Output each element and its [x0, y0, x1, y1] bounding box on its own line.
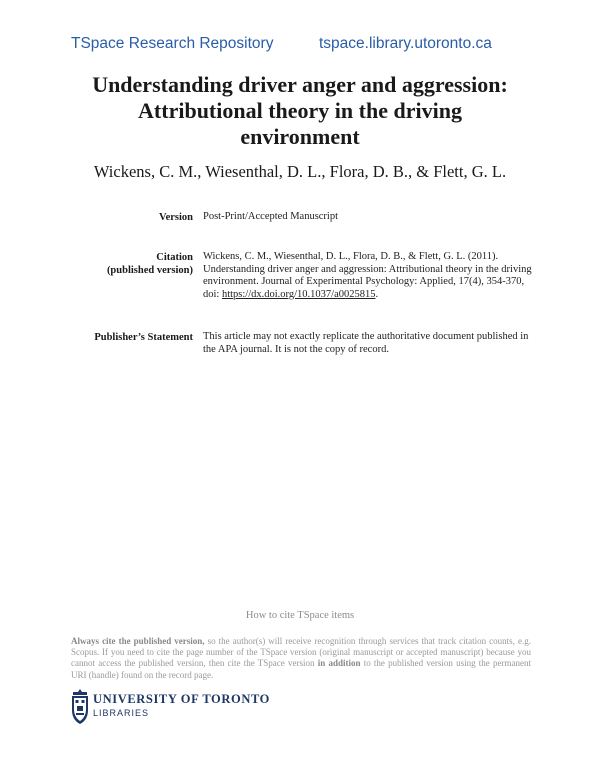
university-name: UNIVERSITY OF TORONTO [93, 692, 270, 706]
title-line: environment [240, 124, 360, 149]
publisher-statement-value: This article may not exactly replicate the authoritative document published in the APA journal. It is not the copy of record. [203, 331, 529, 355]
version-value: Post-Print/Accepted Manuscript [203, 211, 339, 222]
how-to-cite-text [71, 636, 531, 681]
libraries-subtitle: LIBRARIES [93, 708, 150, 718]
citation-label [107, 251, 193, 277]
doi-link[interactable]: https://dx.doi.org/10.1037/a0025815 [221, 288, 376, 300]
publisher-statement-label-text: Publisher’s Statement [94, 332, 193, 343]
citation-label-line: Citation [156, 252, 193, 263]
authors: Wickens, C. M., Wiesenthal, D. L., Flora, D. B., & Flett, G. L. [93, 162, 507, 181]
publisher-statement-label [94, 331, 193, 344]
version-label [159, 211, 193, 224]
title-line: Attributional theory in the driving [138, 98, 462, 123]
repository-url-link[interactable]: tspace.library.utoronto.ca [319, 35, 492, 52]
version-label-text: Version [158, 212, 193, 223]
title-line: Understanding driver anger and aggression: [92, 72, 508, 97]
cite-bold-mid: in addition [317, 658, 361, 669]
citation-label-line: (published version) [106, 265, 193, 276]
repository-name-link[interactable]: TSpace Research Repository [71, 35, 274, 52]
header-links [71, 35, 531, 57]
crest-icon [71, 688, 89, 728]
cite-body-1: so the author(s) will receive recognition through services that track citation counts, e.g. Scopus. If you need to cite the page number of the TSpace version (original manuscript or accepted manuscript) because you cannot access the published version, then cite the TSpace version [71, 636, 531, 669]
university-of-toronto-libraries-logo [71, 688, 271, 734]
citation-value [203, 251, 533, 301]
citation-text: Wickens, C. M., Wiesenthal, D. L., Flora, D. B., & Flett, G. L. (2011). Understanding driver anger and aggression: Attributional theory in the driving environment. Journal of Experimental Psychology: Applied, 17(4), 354-370, doi: [203, 251, 532, 300]
document-title [40, 72, 560, 150]
citation-suffix: . [375, 288, 379, 300]
cite-body-2: to the published version using the permanent URI (handle) found on the record page. [71, 658, 532, 680]
how-to-cite-heading: How to cite TSpace items [245, 610, 355, 621]
cite-bold-lead: Always cite the published version, [71, 636, 205, 646]
